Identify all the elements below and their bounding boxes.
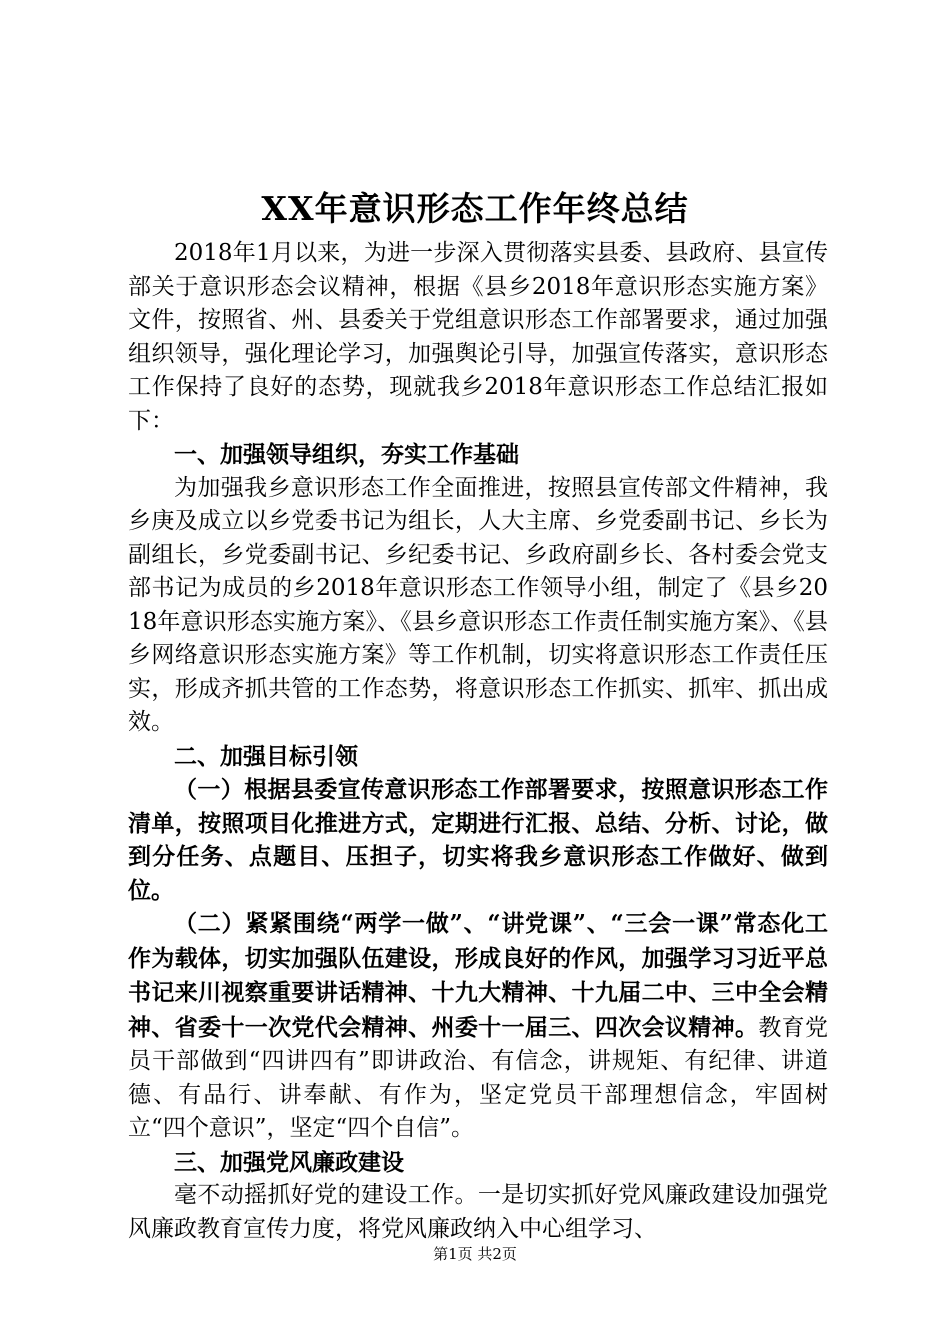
intro-paragraph: 2018年1月以来，为进一步深入贯彻落实县委、县政府、县宣传部关于意识形态会议精神，根据《县乡2018年意识形态实施方案》文件，按照省、州、县委关于党组意识形态工作部署要求，通过加强组织领导，强化理论学习，加强舆论引导，加强宣传落实，意识形态工作保持了良好的态势，现就我乡2018年意识形态工作总结汇报如下： [128,240,828,434]
section-1-paragraph: 为加强我乡意识形态工作全面推进，按照县宣传部文件精神，我乡庚及成立以乡党委书记为组长，人大主席、乡党委副书记、乡长为副组长，乡党委副书记、乡纪委书记、乡政府副乡长、各村委会党支部书记为成员的乡2018年意识形态工作领导小组，制定了《县乡2018年意识形态实施方案》、《县乡意识形态工作责任制实施方案》、《县乡网络意识形态实施方案》等工作机制，切实将意识形态工作责任压实，形成齐抓共管的工作态势，将意识形态工作抓实、抓牢、抓出成效。 [128,474,828,735]
section-1-heading: 一、加强领导组织，夯实工作基础 [174,441,519,468]
section-3-paragraph: 毫不动摇抓好党的建设工作。一是切实抓好党风廉政建设加强党风廉政教育宣传力度，将党风廉政纳入中心组学习、 [128,1182,828,1242]
section-2-heading: 二、加强目标引领 [174,742,358,770]
document-title: XX年意识形态工作年终总结 [261,189,689,228]
section-3-heading: 三、加强党风廉政建设 [174,1148,404,1176]
section-2-item-1: （一）根据县委宣传意识形态工作部署要求，按照意识形态工作清单，按照项目化推进方式，定期进行汇报、总结、分析、讨论，做到分任务、点题目、压担子，切实将我乡意识形态工作做好、做到位。 [128,776,828,904]
document-body [128,237,828,1246]
section-2-item-2-bold: （二）紧紧围绕“两学一做”、“讲党课”、“三会一课”常态化工作为载体，切实加强队伍建设，形成良好的作风，加强学习习近平总书记来川视察重要讲话精神、十九大精神、十九届二中、三中全会精神、省委十一次党代会精神、州委十一届三、四次会议精神。 [128,910,828,1041]
section-2-item-2 [128,907,828,1146]
page-footer: 第1页 共2页 [433,1245,517,1263]
section-2-item-2-rest: 教育党员干部做到“四讲四有”即讲政治、有信念，讲规矩、有纪律、讲道德、有品行、讲奉献、有作为，坚定党员干部理想信念，牢固树立“四个意识”，坚定“四个自信”。 [128,1014,829,1141]
